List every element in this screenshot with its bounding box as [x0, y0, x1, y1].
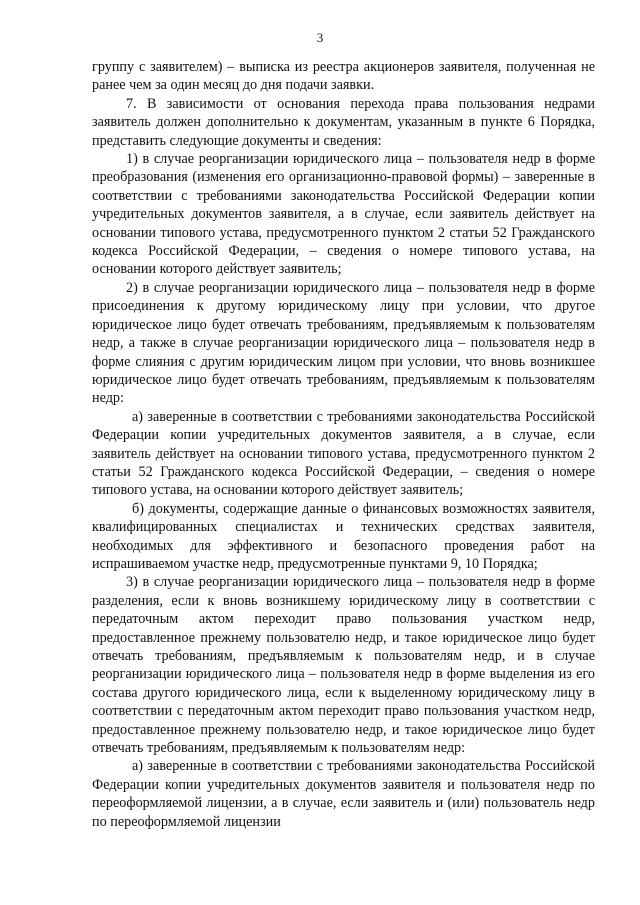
paragraph-item-7-3-a: а) заверенные в соответствии с требованиями законодательства Российской Федерации копии учредительных документов заявителя и пользователя недр по переоформляемой лицензии, а в случае, если заявитель и (или) пользователь недр по переоформляемой лицензии [92, 758, 595, 830]
paragraph-item-7-2-a: а) заверенные в соответствии с требованиями законодательства Российской Федерации копии учредительных документов заявителя, а в случае, если заявитель действует на основании типового устава, предусмотренного пунктом 2 статьи 52 Гражданского кодекса Российской Федерации, – сведения о номере типового устава, на основании которого действует заявитель; [92, 408, 595, 499]
paragraph-item-7: 7. В зависимости от основания перехода права пользования недрами заявитель должен дополнительно к документам, указанным в пункте 6 Порядка, представить следующие документы и сведения: [92, 95, 595, 149]
document-body [92, 58, 595, 831]
paragraph-item-7-2: 2) в случае реорганизации юридического лица – пользователя недр в форме присоединения к другому юридическому лицу при условии, что другое юридическое лицо будет отвечать требованиям, предъявляемым к пользователям недр, а также в случае реорганизации юридического лица – пользователя недр в форме слияния с другим юридическим лицом при условии, что вновь возникшее юридическое лицо будет отвечать требованиям, предъявляемым к пользователям недр: [92, 279, 595, 407]
paragraph-item-7-2-b: б) документы, содержащие данные о финансовых возможностях заявителя, квалифицированных специалистах и технических средствах заявителя, необходимых для эффективного и безопасного проведения работ на испрашиваемом участке недр, предусмотренные пунктами 9, 10 Порядка; [92, 500, 595, 572]
page-number: 3 [316, 30, 324, 45]
paragraph-item-7-1: 1) в случае реорганизации юридического лица – пользователя недр в форме преобразования (изменения его организационно-правовой формы) – заверенные в соответствии с требованиями законодательства Российской Федерации копии учредительных документов заявителя, а в случае, если заявитель действует на основании типового устава, предусмотренного пунктом 2 статьи 52 Гражданского кодекса Российской Федерации, – сведения о номере типового устава, на основании которого действует заявитель; [92, 151, 595, 278]
paragraph-continuation: группу с заявителем) – выписка из реестра акционеров заявителя, полученная не ранее чем за один месяц до дня подачи заявки. [92, 59, 595, 94]
paragraph-item-7-3: 3) в случае реорганизации юридического лица – пользователя недр в форме разделения, если к вновь возникшему юридическому лицу в соответствии с передаточным актом переходит право пользования участком недр, предоставленное прежнему пользователю недр, и такое юридическое лицо будет отвечать требованиям, предъявляемым к пользователям недр, и в случае реорганизации юридического лица – пользователя недр в форме выделения из его состава другого юридического лица, если к выделенному юридическому лицу в соответствии с передаточным актом переходит право пользования участком недр, предоставленное прежнему пользователю недр, и такое юридическое лицо будет отвечать требованиям, предъявляемым к пользователям недр: [92, 574, 595, 757]
